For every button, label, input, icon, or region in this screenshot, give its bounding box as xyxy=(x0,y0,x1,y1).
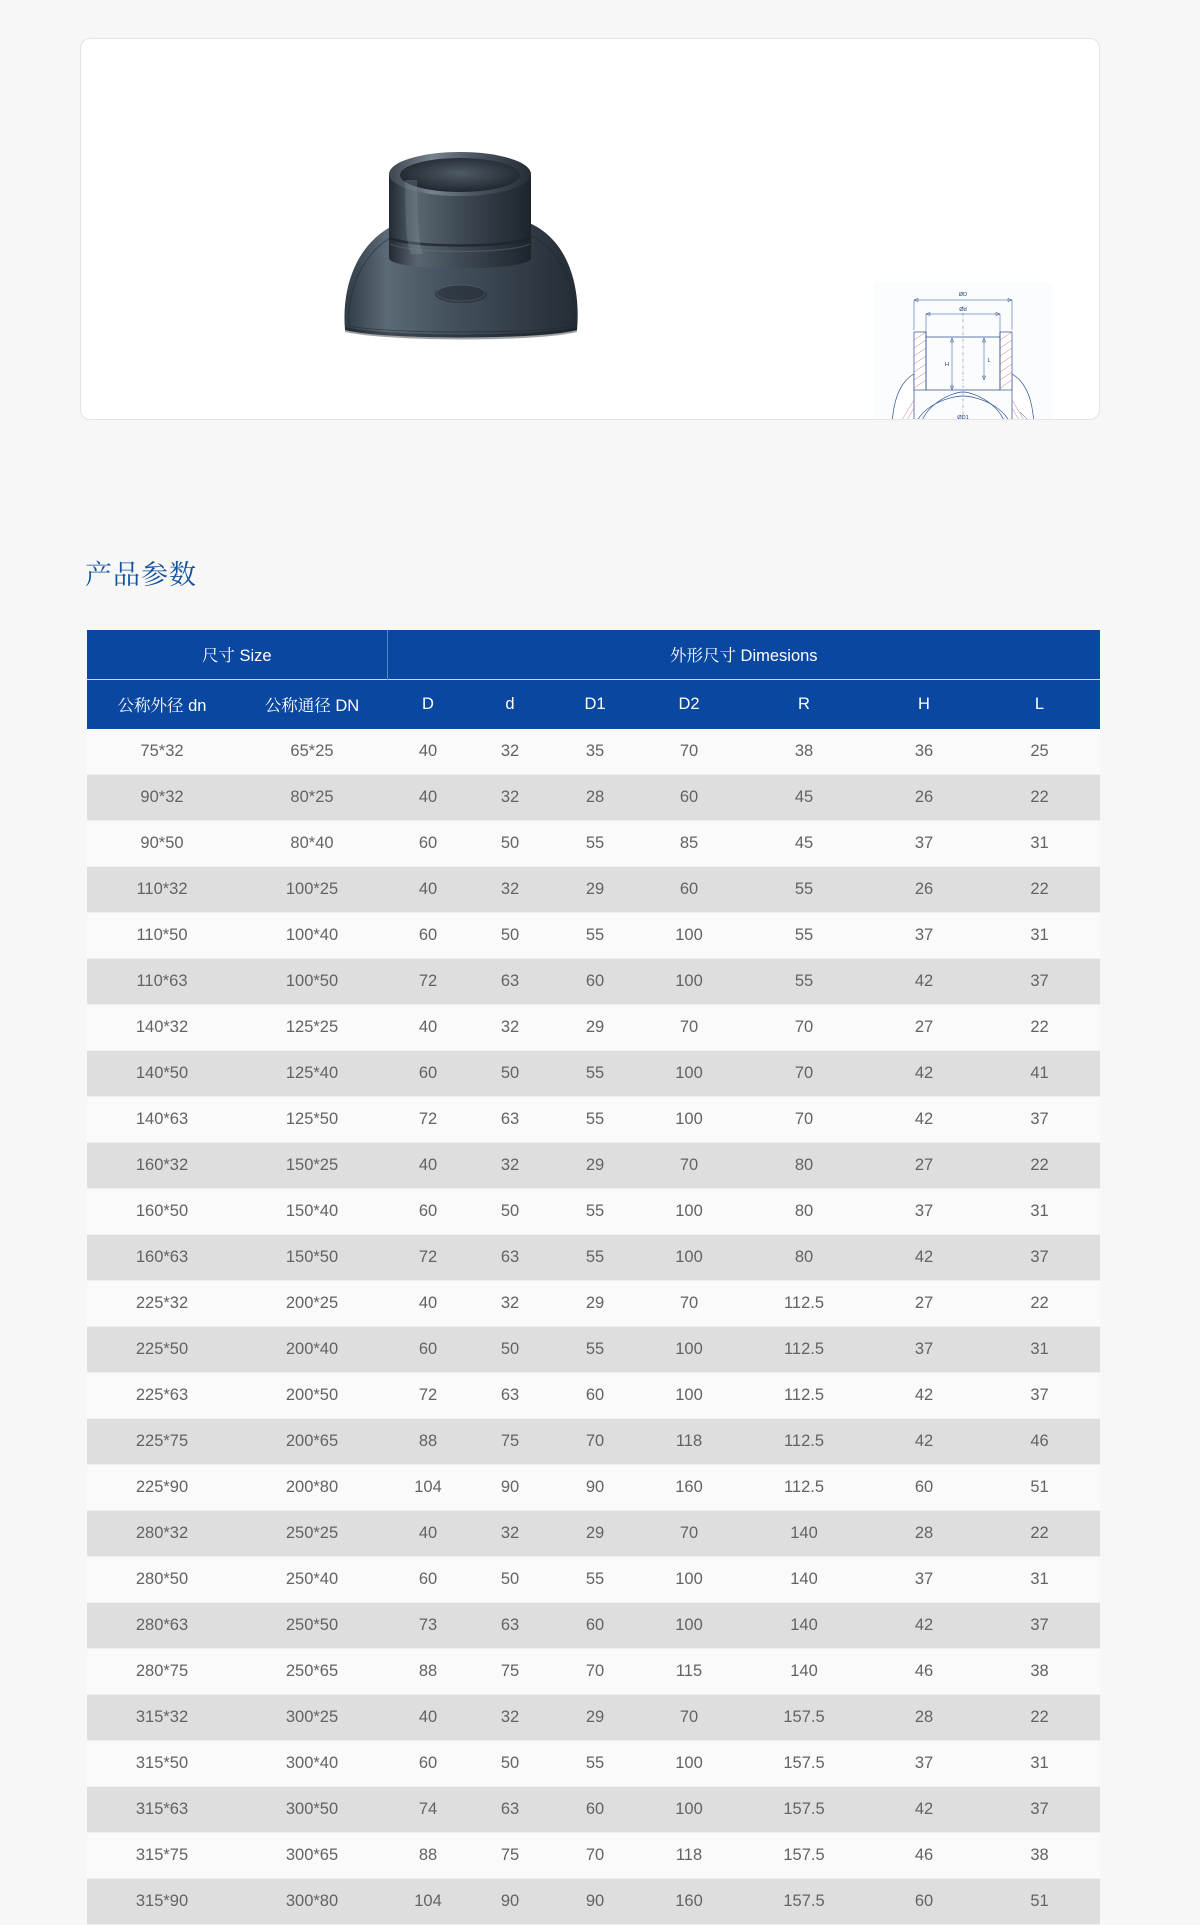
table-cell: 104 xyxy=(387,1879,469,1925)
table-column-header-row xyxy=(87,680,1100,730)
table-cell: 37 xyxy=(869,821,979,867)
table-cell: 250*25 xyxy=(237,1511,387,1557)
table-cell: 315*75 xyxy=(87,1833,237,1879)
table-cell: 50 xyxy=(469,1051,551,1097)
table-row xyxy=(87,913,1100,959)
table-cell: 157.5 xyxy=(739,1787,869,1833)
table-cell: 88 xyxy=(387,1833,469,1879)
table-cell: 31 xyxy=(979,1557,1100,1603)
table-cell: 60 xyxy=(387,1051,469,1097)
table-cell: 75 xyxy=(469,1833,551,1879)
table-cell: 60 xyxy=(551,959,639,1005)
table-cell: 80 xyxy=(739,1235,869,1281)
table-cell: 50 xyxy=(469,1557,551,1603)
table-cell: 75 xyxy=(469,1649,551,1695)
table-cell: 60 xyxy=(387,1741,469,1787)
table-row xyxy=(87,1787,1100,1833)
table-cell: 55 xyxy=(551,1235,639,1281)
table-cell: 65*25 xyxy=(237,729,387,775)
table-cell: 42 xyxy=(869,959,979,1005)
table-cell: 80 xyxy=(739,1189,869,1235)
table-cell: 157.5 xyxy=(739,1833,869,1879)
table-cell: 32 xyxy=(469,729,551,775)
table-cell: 125*25 xyxy=(237,1005,387,1051)
table-row xyxy=(87,1419,1100,1465)
table-cell: 100 xyxy=(639,1557,739,1603)
table-cell: 60 xyxy=(387,821,469,867)
table-cell: 40 xyxy=(387,867,469,913)
table-cell: 60 xyxy=(551,1603,639,1649)
table-cell: 70 xyxy=(739,1051,869,1097)
table-body xyxy=(87,729,1100,1925)
table-cell: 29 xyxy=(551,1695,639,1741)
table-cell: 70 xyxy=(739,1097,869,1143)
column-header-L: L xyxy=(979,680,1100,730)
table-cell: 32 xyxy=(469,867,551,913)
table-cell: 200*80 xyxy=(237,1465,387,1511)
table-cell: 29 xyxy=(551,1511,639,1557)
table-cell: 70 xyxy=(639,1143,739,1189)
table-cell: 40 xyxy=(387,1695,469,1741)
table-cell: 37 xyxy=(869,913,979,959)
table-cell: 29 xyxy=(551,1005,639,1051)
table-row xyxy=(87,1235,1100,1281)
product-photo xyxy=(331,134,616,344)
table-cell: 27 xyxy=(869,1281,979,1327)
table-cell: 74 xyxy=(387,1787,469,1833)
table-cell: 125*50 xyxy=(237,1097,387,1143)
table-row xyxy=(87,1465,1100,1511)
table-cell: 140 xyxy=(739,1511,869,1557)
table-cell: 22 xyxy=(979,1005,1100,1051)
table-cell: 38 xyxy=(979,1833,1100,1879)
table-cell: 46 xyxy=(979,1419,1100,1465)
table-cell: 63 xyxy=(469,1603,551,1649)
table-cell: 55 xyxy=(551,1741,639,1787)
table-row xyxy=(87,1557,1100,1603)
table-cell: 46 xyxy=(869,1649,979,1695)
table-row xyxy=(87,1603,1100,1649)
table-cell: 40 xyxy=(387,1143,469,1189)
table-cell: 112.5 xyxy=(739,1281,869,1327)
table-cell: 118 xyxy=(639,1419,739,1465)
table-cell: 100 xyxy=(639,1189,739,1235)
table-cell: 140 xyxy=(739,1557,869,1603)
table-cell: 150*50 xyxy=(237,1235,387,1281)
table-cell: 73 xyxy=(387,1603,469,1649)
table-cell: 32 xyxy=(469,1281,551,1327)
drawing-label-l: L xyxy=(987,358,991,364)
table-cell: 300*25 xyxy=(237,1695,387,1741)
table-cell: 37 xyxy=(869,1557,979,1603)
table-row xyxy=(87,1189,1100,1235)
table-cell: 70 xyxy=(551,1649,639,1695)
column-header-D2: D2 xyxy=(639,680,739,730)
table-cell: 42 xyxy=(869,1419,979,1465)
table-cell: 42 xyxy=(869,1235,979,1281)
table-cell: 315*90 xyxy=(87,1879,237,1925)
table-cell: 42 xyxy=(869,1051,979,1097)
table-cell: 45 xyxy=(739,775,869,821)
table-cell: 40 xyxy=(387,1511,469,1557)
column-header-dn: 公称外径 dn xyxy=(87,680,237,730)
table-cell: 75 xyxy=(469,1419,551,1465)
table-cell: 22 xyxy=(979,1511,1100,1557)
table-cell: 150*40 xyxy=(237,1189,387,1235)
table-cell: 55 xyxy=(739,913,869,959)
table-cell: 42 xyxy=(869,1373,979,1419)
table-cell: 60 xyxy=(387,913,469,959)
table-row xyxy=(87,1143,1100,1189)
drawing-label-od: ØD xyxy=(958,292,968,298)
table-cell: 225*63 xyxy=(87,1373,237,1419)
table-cell: 55 xyxy=(551,1189,639,1235)
table-cell: 51 xyxy=(979,1879,1100,1925)
table-cell: 60 xyxy=(387,1189,469,1235)
table-row xyxy=(87,729,1100,775)
table-cell: 225*75 xyxy=(87,1419,237,1465)
table-cell: 55 xyxy=(551,913,639,959)
table-row xyxy=(87,821,1100,867)
table-cell: 88 xyxy=(387,1649,469,1695)
table-group-header-row xyxy=(87,630,1100,680)
table-cell: 225*90 xyxy=(87,1465,237,1511)
column-header-d: d xyxy=(469,680,551,730)
table-cell: 140 xyxy=(739,1603,869,1649)
table-cell: 72 xyxy=(387,1097,469,1143)
table-cell: 37 xyxy=(979,1787,1100,1833)
table-row xyxy=(87,1281,1100,1327)
group-header-dimensions: 外形尺寸 Dimesions xyxy=(387,630,1100,680)
table-cell: 50 xyxy=(469,821,551,867)
table-cell: 110*63 xyxy=(87,959,237,1005)
table-cell: 280*63 xyxy=(87,1603,237,1649)
table-cell: 60 xyxy=(869,1879,979,1925)
table-cell: 300*50 xyxy=(237,1787,387,1833)
table-cell: 125*40 xyxy=(237,1051,387,1097)
table-cell: 300*40 xyxy=(237,1741,387,1787)
table-cell: 22 xyxy=(979,1143,1100,1189)
table-cell: 112.5 xyxy=(739,1419,869,1465)
table-cell: 40 xyxy=(387,1281,469,1327)
table-cell: 140 xyxy=(739,1649,869,1695)
table-cell: 157.5 xyxy=(739,1741,869,1787)
table-cell: 315*50 xyxy=(87,1741,237,1787)
table-cell: 300*65 xyxy=(237,1833,387,1879)
table-cell: 70 xyxy=(739,1005,869,1051)
table-cell: 40 xyxy=(387,729,469,775)
table-cell: 160*63 xyxy=(87,1235,237,1281)
table-cell: 22 xyxy=(979,1281,1100,1327)
table-cell: 31 xyxy=(979,1327,1100,1373)
table-cell: 315*32 xyxy=(87,1695,237,1741)
table-cell: 118 xyxy=(639,1833,739,1879)
table-cell: 63 xyxy=(469,1235,551,1281)
table-cell: 200*50 xyxy=(237,1373,387,1419)
table-cell: 85 xyxy=(639,821,739,867)
table-cell: 200*40 xyxy=(237,1327,387,1373)
table-cell: 160*50 xyxy=(87,1189,237,1235)
table-cell: 28 xyxy=(869,1695,979,1741)
table-cell: 225*32 xyxy=(87,1281,237,1327)
drawing-label-r: R xyxy=(1024,419,1030,425)
table-cell: 112.5 xyxy=(739,1373,869,1419)
table-cell: 50 xyxy=(469,913,551,959)
column-header-H: H xyxy=(869,680,979,730)
table-cell: 37 xyxy=(979,1373,1100,1419)
table-cell: 200*65 xyxy=(237,1419,387,1465)
table-cell: 42 xyxy=(869,1787,979,1833)
table-cell: 140*63 xyxy=(87,1097,237,1143)
table-cell: 26 xyxy=(869,867,979,913)
table-cell: 51 xyxy=(979,1465,1100,1511)
table-cell: 31 xyxy=(979,1189,1100,1235)
table-cell: 112.5 xyxy=(739,1465,869,1511)
table-cell: 225*50 xyxy=(87,1327,237,1373)
column-header-R: R xyxy=(739,680,869,730)
table-row xyxy=(87,1879,1100,1925)
table-cell: 160 xyxy=(639,1465,739,1511)
table-cell: 60 xyxy=(387,1327,469,1373)
table-cell: 100 xyxy=(639,1051,739,1097)
table-cell: 22 xyxy=(979,1695,1100,1741)
table-cell: 37 xyxy=(979,1603,1100,1649)
table-cell: 100 xyxy=(639,913,739,959)
table-row xyxy=(87,1511,1100,1557)
table-cell: 55 xyxy=(551,1327,639,1373)
table-cell: 90 xyxy=(551,1879,639,1925)
table-row xyxy=(87,867,1100,913)
table-cell: 140*50 xyxy=(87,1051,237,1097)
table-cell: 280*32 xyxy=(87,1511,237,1557)
table-cell: 100 xyxy=(639,1787,739,1833)
table-cell: 36 xyxy=(869,729,979,775)
table-cell: 150*25 xyxy=(237,1143,387,1189)
table-cell: 300*80 xyxy=(237,1879,387,1925)
table-cell: 88 xyxy=(387,1419,469,1465)
table-cell: 72 xyxy=(387,959,469,1005)
table-cell: 100*25 xyxy=(237,867,387,913)
table-cell: 32 xyxy=(469,1005,551,1051)
column-header-D: D xyxy=(387,680,469,730)
table-cell: 315*63 xyxy=(87,1787,237,1833)
table-cell: 110*50 xyxy=(87,913,237,959)
table-cell: 160 xyxy=(639,1879,739,1925)
table-cell: 42 xyxy=(869,1097,979,1143)
table-cell: 70 xyxy=(639,729,739,775)
table-cell: 90*50 xyxy=(87,821,237,867)
table-cell: 72 xyxy=(387,1235,469,1281)
section-title-product-parameters: 产品参数 xyxy=(85,560,197,590)
drawing-label-od1: ØD1 xyxy=(957,415,969,421)
table-cell: 37 xyxy=(979,1097,1100,1143)
product-hero-card xyxy=(80,38,1100,435)
table-cell: 37 xyxy=(869,1327,979,1373)
table-cell: 80*25 xyxy=(237,775,387,821)
table-cell: 100 xyxy=(639,959,739,1005)
table-cell: 100*40 xyxy=(237,913,387,959)
table-cell: 70 xyxy=(639,1005,739,1051)
table-cell: 50 xyxy=(469,1189,551,1235)
table-cell: 22 xyxy=(979,775,1100,821)
table-cell: 42 xyxy=(869,1603,979,1649)
table-cell: 100 xyxy=(639,1373,739,1419)
column-header-D1: D1 xyxy=(551,680,639,730)
table-cell: 37 xyxy=(979,1235,1100,1281)
table-cell: 29 xyxy=(551,1143,639,1189)
table-cell: 37 xyxy=(869,1741,979,1787)
table-cell: 100 xyxy=(639,1327,739,1373)
drawing-label-h: H xyxy=(944,362,950,368)
table-row xyxy=(87,1833,1100,1879)
table-cell: 55 xyxy=(551,821,639,867)
table-cell: 100 xyxy=(639,1603,739,1649)
table-head xyxy=(87,630,1100,729)
table-cell: 70 xyxy=(639,1281,739,1327)
table-cell: 70 xyxy=(551,1833,639,1879)
table-cell: 40 xyxy=(387,775,469,821)
table-cell: 27 xyxy=(869,1143,979,1189)
table-cell: 28 xyxy=(869,1511,979,1557)
table-cell: 29 xyxy=(551,1281,639,1327)
table-cell: 25 xyxy=(979,729,1100,775)
table-cell: 63 xyxy=(469,1787,551,1833)
table-cell: 60 xyxy=(639,867,739,913)
table-cell: 70 xyxy=(551,1419,639,1465)
table-cell: 100 xyxy=(639,1235,739,1281)
table-cell: 35 xyxy=(551,729,639,775)
table-cell: 90 xyxy=(469,1879,551,1925)
table-cell: 100*50 xyxy=(237,959,387,1005)
table-cell: 60 xyxy=(387,1557,469,1603)
table-cell: 63 xyxy=(469,1373,551,1419)
drawing-label-od-inner: Ød xyxy=(959,307,967,313)
table-cell: 50 xyxy=(469,1327,551,1373)
table-row xyxy=(87,1005,1100,1051)
table-cell: 55 xyxy=(739,959,869,1005)
table-cell: 280*50 xyxy=(87,1557,237,1603)
table-row xyxy=(87,1097,1100,1143)
table-cell: 63 xyxy=(469,1097,551,1143)
table-cell: 63 xyxy=(469,959,551,1005)
table-row xyxy=(87,1327,1100,1373)
table-cell: 140*32 xyxy=(87,1005,237,1051)
table-cell: 38 xyxy=(979,1649,1100,1695)
table-row xyxy=(87,1649,1100,1695)
table-cell: 60 xyxy=(639,775,739,821)
table-cell: 32 xyxy=(469,1695,551,1741)
table-row xyxy=(87,1695,1100,1741)
table-cell: 31 xyxy=(979,821,1100,867)
table-row xyxy=(87,1741,1100,1787)
table-cell: 38 xyxy=(739,729,869,775)
table-row xyxy=(87,1051,1100,1097)
table-cell: 50 xyxy=(469,1741,551,1787)
table-row xyxy=(87,959,1100,1005)
table-cell: 75*32 xyxy=(87,729,237,775)
product-parameters-table xyxy=(87,630,1100,1925)
table-cell: 55 xyxy=(739,867,869,913)
group-header-size: 尺寸 Size xyxy=(87,630,387,680)
table-cell: 55 xyxy=(551,1557,639,1603)
table-cell: 40 xyxy=(387,1005,469,1051)
table-cell: 115 xyxy=(639,1649,739,1695)
table-cell: 157.5 xyxy=(739,1695,869,1741)
table-cell: 200*25 xyxy=(237,1281,387,1327)
table-cell: 72 xyxy=(387,1373,469,1419)
table-cell: 37 xyxy=(979,959,1100,1005)
table-row xyxy=(87,775,1100,821)
table-cell: 80 xyxy=(739,1143,869,1189)
table-cell: 250*40 xyxy=(237,1557,387,1603)
table-cell: 41 xyxy=(979,1051,1100,1097)
table-cell: 100 xyxy=(639,1097,739,1143)
table-cell: 60 xyxy=(551,1373,639,1419)
table-cell: 112.5 xyxy=(739,1327,869,1373)
table-cell: 31 xyxy=(979,1741,1100,1787)
table-cell: 32 xyxy=(469,1511,551,1557)
technical-drawing: .ln { stroke:#2b4f91; stroke-width:0.7; fill:none; } .dim { stroke:#2b4f91; stroke-width:0.5; fill:none; } .ctr { stroke:#2b4f91; stroke-width:0.4; fill:none; stroke-dasharray:3 1.5 0.6 1.5; } .hatchfill { fill:#f4cfd9; } .txt { fill:#1d3f7d; font-family:"Liberation Sans",sans-serif; font-size:5.6px; text-anchor:middle; } .body { fill:#ffffff; stroke:#2b4f91; stroke-width:0.7; } ØD Ød H L ØD1 ØD2 R xyxy=(874,282,1052,420)
table-cell: 90 xyxy=(551,1465,639,1511)
table-cell: 110*32 xyxy=(87,867,237,913)
table-cell: 104 xyxy=(387,1465,469,1511)
table-cell: 80*40 xyxy=(237,821,387,867)
table-cell: 100 xyxy=(639,1741,739,1787)
table-cell: 37 xyxy=(869,1189,979,1235)
table-cell: 55 xyxy=(551,1051,639,1097)
table-cell: 280*75 xyxy=(87,1649,237,1695)
table-cell: 70 xyxy=(639,1511,739,1557)
table-cell: 55 xyxy=(551,1097,639,1143)
table-cell: 28 xyxy=(551,775,639,821)
table-cell: 70 xyxy=(639,1695,739,1741)
table-cell: 160*32 xyxy=(87,1143,237,1189)
table-cell: 60 xyxy=(869,1465,979,1511)
table-cell: 250*50 xyxy=(237,1603,387,1649)
table-cell: 90 xyxy=(469,1465,551,1511)
table-cell: 29 xyxy=(551,867,639,913)
table-cell: 60 xyxy=(551,1787,639,1833)
table-cell: 27 xyxy=(869,1005,979,1051)
column-header-DN: 公称通径 DN xyxy=(237,680,387,730)
table-cell: 46 xyxy=(869,1833,979,1879)
table-cell: 31 xyxy=(979,913,1100,959)
table-cell: 32 xyxy=(469,1143,551,1189)
table-cell: 32 xyxy=(469,775,551,821)
table-cell: 157.5 xyxy=(739,1879,869,1925)
table-cell: 26 xyxy=(869,775,979,821)
table-cell: 22 xyxy=(979,867,1100,913)
table-cell: 90*32 xyxy=(87,775,237,821)
table-row xyxy=(87,1373,1100,1419)
table-cell: 45 xyxy=(739,821,869,867)
table-cell: 250*65 xyxy=(237,1649,387,1695)
